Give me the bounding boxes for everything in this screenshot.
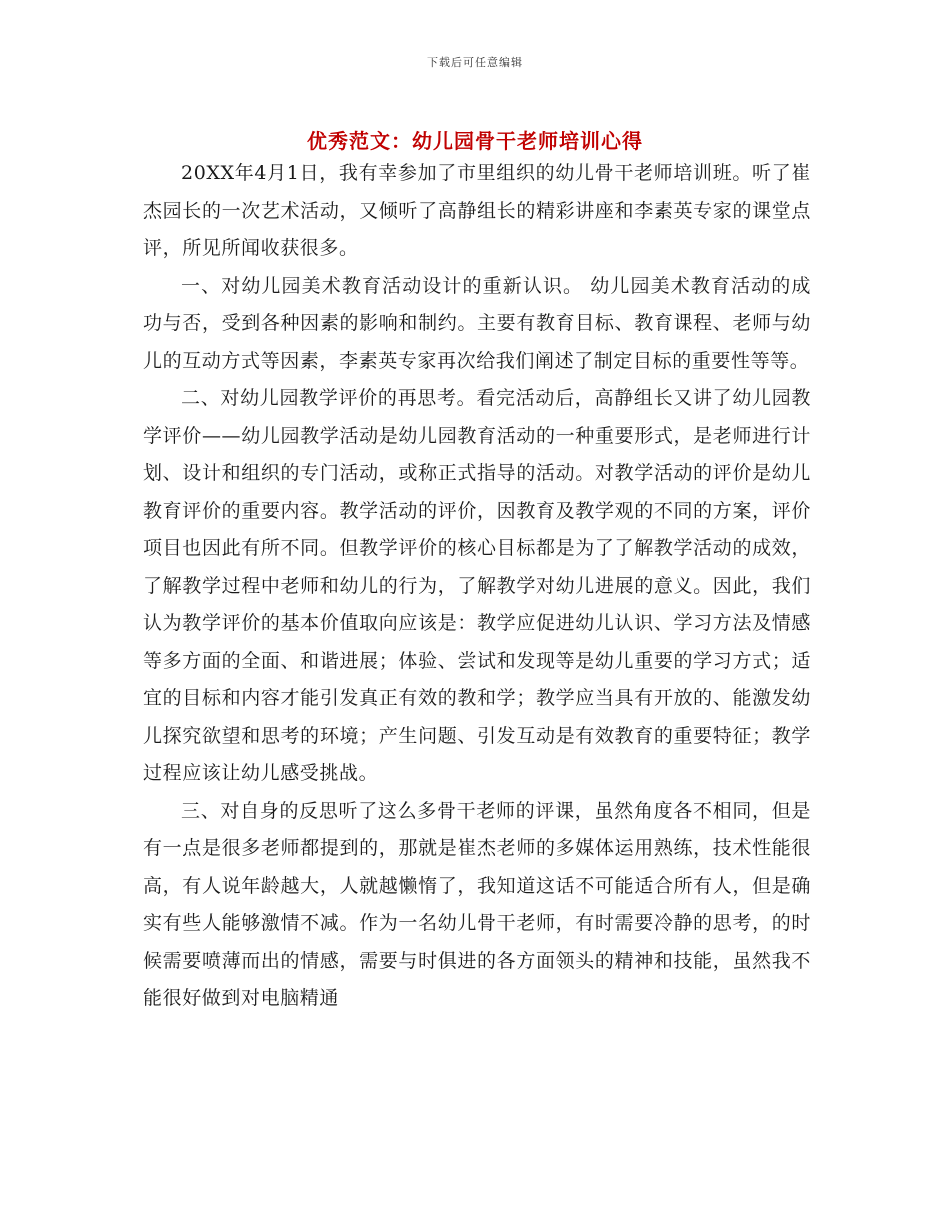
paragraph-intro: 20XX年4月1日，我有幸参加了市里组织的幼儿骨干老师培训班。听了崔杰园长的一次艺术活动，又倾听了高静组长的精彩讲座和李素英专家的课堂点评，所见所闻收获很多。 <box>143 162 811 259</box>
paragraph-section-2: 二、对幼儿园教学评价的再思考。看完活动后，高静组长又讲了幼儿园教学评价——幼儿园教学活动是幼儿园教育活动的一种重要形式，是老师进行计划、设计和组织的专门活动，或称正式指导的活动。对教学活动的评价是幼儿教育评价的重要内容。教学活动的评价，因教育及教学观的不同的方案，评价项目也因此有所不同。但教学评价的核心目标都是为了了解教学活动的成效，了解教学过程中老师和幼儿的行为，了解教学对幼儿进展的意义。因此，我们认为教学评价的基本价值取向应该是：教学应促进幼儿认识、学习方法及情感等多方面的全面、和谐进展；体验、尝试和发现等是幼儿重要的学习方式；适宜的目标和内容才能引发真正有效的教和学；教学应当具有开放的、能激发幼儿探究欲望和思考的环境；产生问题、引发互动是有效教育的重要特征；教学过程应该让幼儿感受挑战。 <box>143 387 811 784</box>
paragraph-section-3: 三、对自身的反思听了这么多骨干老师的评课，虽然角度各不相同，但是有一点是很多老师都提到的，那就是崔杰老师的多媒体运用熟练，技术性能很高，有人说年龄越大，人就越懒惰了，我知道这话不可能适合所有人，但是确实有些人能够激情不减。作为一名幼儿骨干老师，有时需要冷静的思考，的时候需要喷薄而出的情感，需要与时俱进的各方面领头的精神和技能，虽然我不能很好做到对电脑精通 <box>143 799 811 1009</box>
document-body <box>143 155 811 1018</box>
page-header-note: 下载后可任意编辑 <box>427 56 523 69</box>
paragraph-section-1: 一、对幼儿园美术教育活动设计的重新认识。 幼儿园美术教育活动的成功与否，受到各种因素的影响和制约。主要有教育目标、教育课程、老师与幼儿的互动方式等因素，李素英专家再次给我们阐述了制定目标的重要性等等。 <box>143 274 811 372</box>
document-title: 优秀范文：幼儿园骨干老师培训心得 <box>307 129 643 154</box>
